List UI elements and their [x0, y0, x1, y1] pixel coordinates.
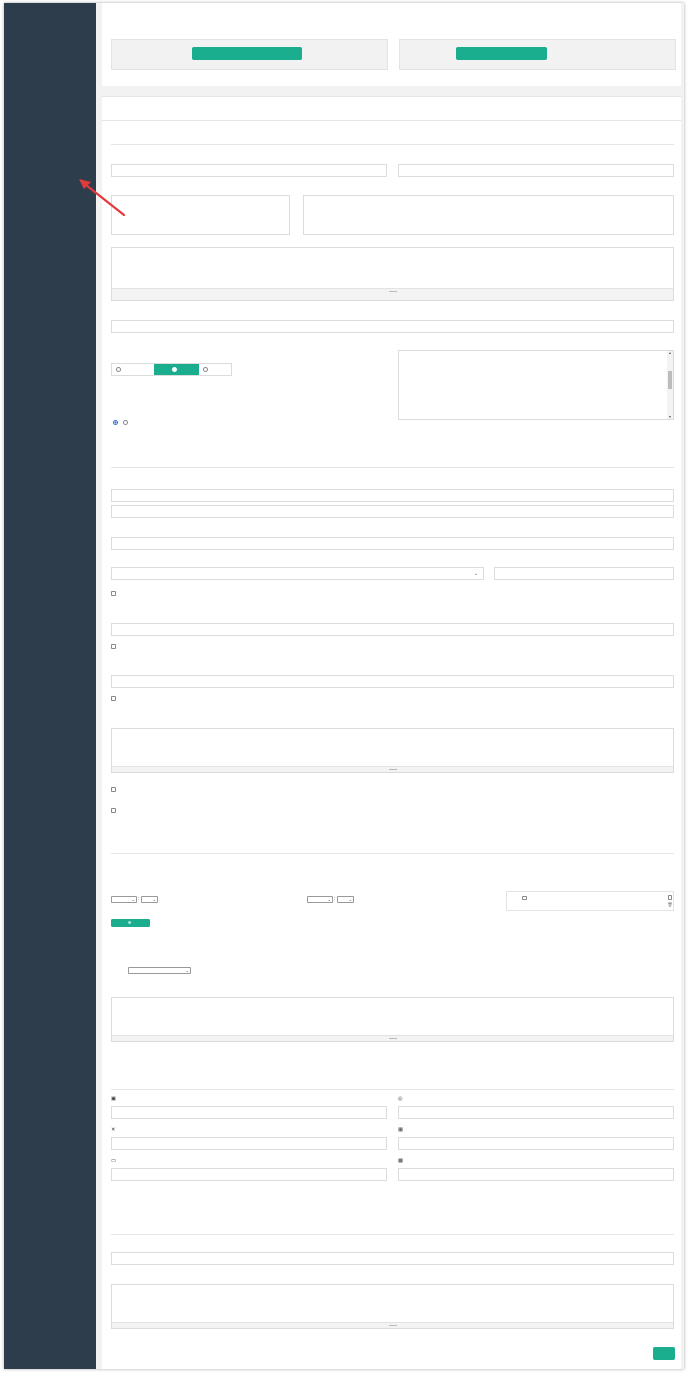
phone-input[interactable]: [111, 623, 674, 636]
hide-email-box[interactable]: [111, 696, 116, 701]
linkedin-label: [398, 1127, 403, 1133]
twitter-label: [111, 1127, 115, 1133]
facebook-icon: ▣: [111, 1096, 117, 1102]
hero-image-dropzone[interactable]: [303, 195, 674, 235]
org-type-nonprofit[interactable]: [154, 364, 199, 375]
open-hour-select[interactable]: ⌄: [111, 896, 137, 903]
alert-message-textarea[interactable]: [111, 997, 674, 1042]
offsite-area-box[interactable]: [111, 787, 116, 792]
zip-code-input[interactable]: [494, 567, 674, 580]
service-areas-textarea[interactable]: [111, 728, 674, 773]
hide-street-box[interactable]: [111, 591, 116, 596]
org-type-nonprofit-radio[interactable]: [172, 367, 177, 372]
year-founded-input[interactable]: [111, 1252, 674, 1265]
close-minute-select[interactable]: ⌄: [337, 896, 354, 903]
hide-phone-box[interactable]: [111, 644, 116, 649]
instagram-icon: ◎: [398, 1096, 403, 1102]
youtube-icon: ▭: [111, 1158, 117, 1164]
description-textarea[interactable]: [111, 247, 674, 301]
members-no-radio[interactable]: [123, 420, 128, 425]
youtube-input[interactable]: [111, 1168, 387, 1181]
pinterest-input[interactable]: [398, 1168, 674, 1181]
pinterest-icon: ▩: [398, 1158, 404, 1164]
org-type-business[interactable]: [116, 367, 125, 372]
hide-phone-checkbox[interactable]: [111, 644, 119, 649]
delete-hours-row[interactable]: [666, 895, 674, 908]
hours-days-panel: [506, 891, 674, 911]
annotation-arrow: [74, 175, 130, 221]
delivery-box[interactable]: [111, 808, 116, 813]
categories-scroll-thumb[interactable]: [668, 371, 672, 389]
name-input[interactable]: [111, 164, 387, 177]
close-hour-select[interactable]: ⌄: [307, 896, 333, 903]
save-button[interactable]: [653, 1347, 675, 1360]
members-yes-radio[interactable]: [113, 420, 118, 425]
twitter-input[interactable]: [111, 1137, 387, 1150]
org-type-other[interactable]: [203, 367, 212, 372]
delivery-checkbox[interactable]: [111, 808, 119, 813]
by-appointment-checkbox[interactable]: [509, 895, 541, 900]
facebook-input[interactable]: [111, 1106, 387, 1119]
street-address-input[interactable]: [111, 489, 674, 502]
linkedin-input[interactable]: [398, 1137, 674, 1150]
website-url-input[interactable]: [111, 320, 674, 333]
hide-email-checkbox[interactable]: [111, 696, 119, 701]
org-type-group: [111, 363, 232, 376]
add-opening-button[interactable]: [111, 919, 150, 927]
instagram-input[interactable]: [398, 1106, 674, 1119]
city-input[interactable]: [111, 537, 674, 550]
linkedin-icon: ▦: [398, 1127, 404, 1133]
main-content: [96, 3, 684, 1369]
org-type-other-radio[interactable]: [203, 367, 208, 372]
facebook-label: [111, 1096, 116, 1102]
email-input[interactable]: [111, 675, 674, 688]
offsite-area-checkbox[interactable]: [111, 787, 119, 792]
street-address-2-input[interactable]: [111, 505, 674, 518]
profile-form: ▲ ▼ ⌄ ⌄ : ⌄ ⌄ : ⌄ 🗑 ⊕ ⌄ ▣ ◎ ✕ ▦ ▭ ▩: [96, 3, 684, 1369]
hide-street-checkbox[interactable]: [111, 591, 119, 596]
alert-type-select[interactable]: ⌄: [128, 967, 191, 974]
members-radio-group: [111, 420, 128, 425]
app-window: [4, 3, 684, 1369]
state-select[interactable]: ⌄: [111, 567, 484, 580]
x-twitter-icon: ✕: [111, 1127, 116, 1133]
org-type-business-radio[interactable]: [116, 367, 121, 372]
pinterest-label: [398, 1158, 403, 1164]
categories-scrollbar[interactable]: ▲ ▼: [668, 351, 672, 419]
open-minute-select[interactable]: ⌄: [141, 896, 158, 903]
history-story-textarea[interactable]: [111, 1284, 674, 1329]
trash-icon[interactable]: 🗑: [667, 901, 673, 907]
tagline-input[interactable]: [398, 164, 674, 177]
categories-listbox[interactable]: [398, 350, 674, 420]
youtube-label: [111, 1158, 116, 1164]
logo-image-dropzone[interactable]: [111, 195, 290, 235]
plus-circle-icon: ⊕: [127, 920, 132, 925]
instagram-label: [398, 1096, 403, 1102]
